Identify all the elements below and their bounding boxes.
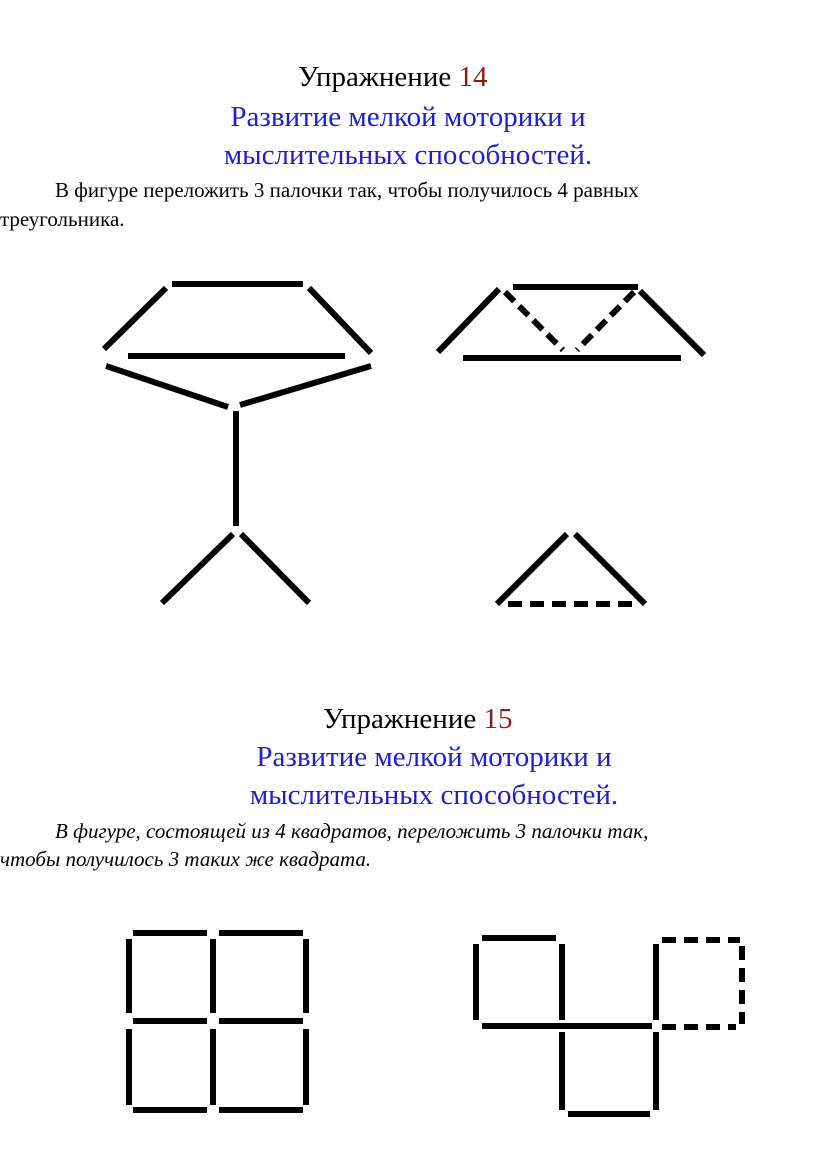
- exercise-14-number: 14: [458, 61, 488, 93]
- stick: [438, 289, 499, 352]
- exercise-15-task-line-1: В фигуре, состоящей из 4 квадратов, переложить 3 палочки так,: [55, 819, 649, 843]
- stick: [106, 366, 228, 407]
- ex14-initial-figure: [104, 284, 371, 603]
- ex15-initial-figure: [129, 933, 306, 1110]
- stick: [240, 366, 371, 405]
- ex15-solution: [476, 938, 742, 1114]
- exercise-14-task-line-2: треугольника.: [0, 207, 125, 231]
- exercise-15-subtitle-line-2: мыслительных способностей.: [249, 779, 619, 811]
- stick: [575, 534, 645, 604]
- stick: [497, 534, 567, 604]
- exercise-15-number: 15: [483, 703, 513, 735]
- dashed-stick: [577, 292, 634, 350]
- exercise-15-title-word: Упражнение: [323, 703, 477, 735]
- stick: [241, 534, 309, 603]
- stick: [104, 288, 166, 349]
- ex14-solution-top: [438, 287, 704, 358]
- stick: [162, 534, 233, 603]
- stick: [309, 288, 371, 353]
- ex14-solution-bottom: [497, 534, 645, 604]
- stick: [640, 291, 704, 355]
- exercise-14-title-word: Упражнение: [298, 61, 452, 93]
- exercise-14-subtitle-line-1: Развитие мелкой моторики и: [230, 101, 586, 133]
- dashed-stick: [505, 292, 563, 350]
- exercise-15-task-line-2: чтобы получилось 3 таких же квадрата.: [0, 847, 372, 871]
- exercise-15-subtitle-line-1: Развитие мелкой моторики и: [256, 741, 612, 773]
- exercise-14-subtitle-line-2: мыслительных способностей.: [223, 139, 593, 171]
- exercise-14-task-line-1: В фигуре переложить 3 палочки так, чтобы получилось 4 равных: [55, 178, 639, 202]
